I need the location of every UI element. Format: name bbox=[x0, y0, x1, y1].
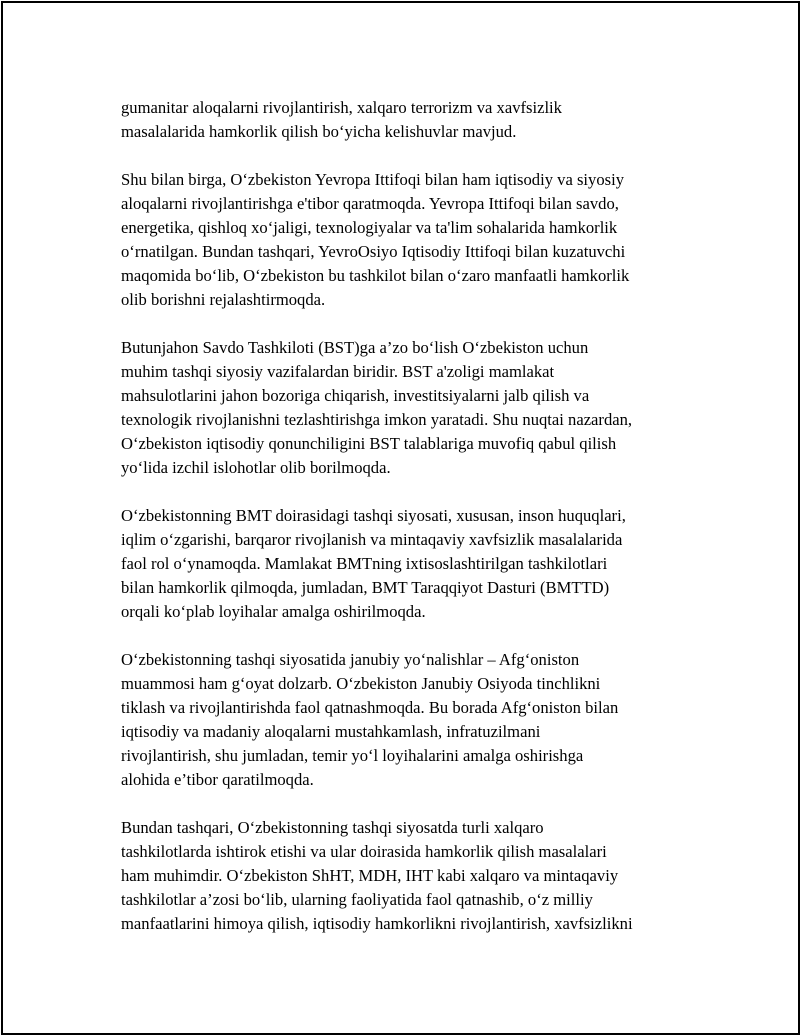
text-line: manfaatlarini himoya qilish, iqtisodiy hamkorlikni rivojlantirish, xavfsizlikni bbox=[121, 914, 633, 933]
text-line: Bundan tashqari, Oʻzbekistonning tashqi siyosatda turli xalqaro bbox=[121, 818, 544, 837]
text-line: tashkilotlar a’zosi boʻlib, ularning faoliyatida faol qatnashib, oʻz milliy bbox=[121, 890, 593, 909]
text-line: muammosi ham gʻoyat dolzarb. Oʻzbekiston Janubiy Osiyoda tinchlikni bbox=[121, 674, 601, 693]
text-line: texnologik rivojlanishni tezlashtirishga imkon yaratadi. Shu nuqtai nazardan, bbox=[121, 410, 633, 429]
text-line: ham muhimdir. Oʻzbekiston ShHT, MDH, IHT kabi xalqaro va mintaqaviy bbox=[121, 866, 619, 885]
paragraph bbox=[121, 648, 696, 792]
document-body bbox=[121, 96, 696, 960]
text-line: mahsulotlarini jahon bozoriga chiqarish, investitsiyalarni jalb qilish va bbox=[121, 386, 590, 405]
text-line: Butunjahon Savdo Tashkiloti (BST)ga a’zo boʻlish Oʻzbekiston uchun bbox=[121, 338, 589, 357]
text-line: masalalarida hamkorlik qilish boʻyicha kelishuvlar mavjud. bbox=[121, 122, 517, 141]
paragraph bbox=[121, 504, 696, 624]
text-line: gumanitar aloqalarni rivojlantirish, xalqaro terrorizm va xavfsizlik bbox=[121, 98, 562, 117]
text-line: alohida e’tibor qaratilmoqda. bbox=[121, 770, 314, 789]
text-line: tashkilotlarda ishtirok etishi va ular doirasida hamkorlik qilish masalalari bbox=[121, 842, 607, 861]
paragraph bbox=[121, 168, 696, 312]
text-line: oʻrnatilgan. Bundan tashqari, YevroOsiyo Iqtisodiy Ittifoqi bilan kuzatuvchi bbox=[121, 242, 626, 261]
paragraph bbox=[121, 336, 696, 480]
text-line: faol rol oʻynamoqda. Mamlakat BMTning ixtisoslashtirilgan tashkilotlari bbox=[121, 554, 608, 573]
text-line: orqali koʻplab loyihalar amalga oshirilmoqda. bbox=[121, 602, 426, 621]
text-line: maqomida boʻlib, Oʻzbekiston bu tashkilot bilan oʻzaro manfaatli hamkorlik bbox=[121, 266, 630, 285]
paragraph bbox=[121, 816, 696, 936]
paragraph bbox=[121, 96, 696, 144]
text-line: bilan hamkorlik qilmoqda, jumladan, BMT Taraqqiyot Dasturi (BMTTD) bbox=[121, 578, 610, 597]
document-page bbox=[1, 1, 800, 1035]
text-line: aloqalarni rivojlantirishga e'tibor qaratmoqda. Yevropa Ittifoqi bilan savdo, bbox=[121, 194, 619, 213]
text-line: muhim tashqi siyosiy vazifalardan biridir. BST a'zoligi mamlakat bbox=[121, 362, 555, 381]
text-line: iqlim oʻzgarishi, barqaror rivojlanish va mintaqaviy xavfsizlik masalalarida bbox=[121, 530, 623, 549]
text-line: Oʻzbekistonning BMT doirasidagi tashqi siyosati, xususan, inson huquqlari, bbox=[121, 506, 626, 525]
text-line: Shu bilan birga, Oʻzbekiston Yevropa Ittifoqi bilan ham iqtisodiy va siyosiy bbox=[121, 170, 624, 189]
text-line: olib borishni rejalashtirmoqda. bbox=[121, 290, 326, 309]
text-line: Oʻzbekiston iqtisodiy qonunchiligini BST talablariga muvofiq qabul qilish bbox=[121, 434, 617, 453]
text-line: iqtisodiy va madaniy aloqalarni mustahkamlash, infratuzilmani bbox=[121, 722, 541, 741]
text-line: tiklash va rivojlantirishda faol qatnashmoqda. Bu borada Afgʻoniston bilan bbox=[121, 698, 619, 717]
text-line: yoʻlida izchil islohotlar olib borilmoqda. bbox=[121, 458, 391, 477]
text-line: rivojlantirish, shu jumladan, temir yoʻl loyihalarini amalga oshirishga bbox=[121, 746, 584, 765]
text-line: Oʻzbekistonning tashqi siyosatida janubiy yoʻnalishlar – Afgʻoniston bbox=[121, 650, 580, 669]
text-line: energetika, qishloq xoʻjaligi, texnologiyalar va ta'lim sohalarida hamkorlik bbox=[121, 218, 618, 237]
